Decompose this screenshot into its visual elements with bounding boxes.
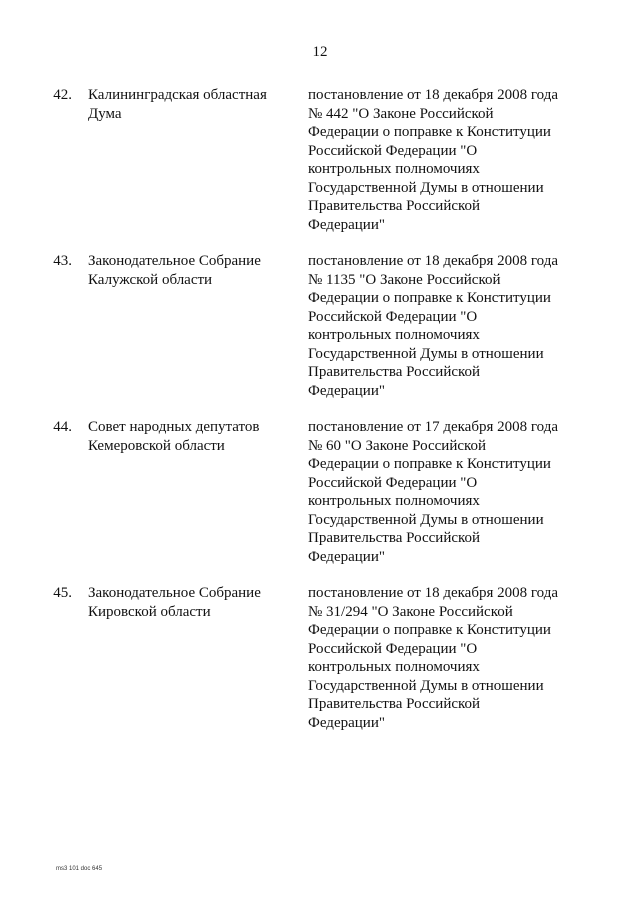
entry-number: 44. [53, 419, 72, 435]
entry-document: постановление от 18 декабря 2008 года № 1135 "О Законе Российской Федерации о поправке к Конституции Российской Федерации "О контрольных полномочиях Государственной Думы в отношении Правительства Российской Федерации" [308, 253, 559, 399]
entry-number: 42. [53, 87, 72, 103]
entry-document: постановление от 17 декабря 2008 года № 60 "О Законе Российской Федерации о поправке к Конституции Российской Федерации "О контрольных полномочиях Государственной Думы в отношении Правительства Российской Федерации" [308, 419, 559, 565]
entry-number: 45. [53, 585, 72, 601]
entry-body-name: Калининградская областная Дума [88, 87, 267, 122]
entry-number: 43. [53, 253, 72, 269]
entry-body-name: Законодательное Собрание Кировской области [88, 585, 261, 620]
entry-body-name: Законодательное Собрание Калужской области [88, 253, 261, 288]
footer-code: ms3 101 doc 645 [56, 866, 103, 872]
entry-document: постановление от 18 декабря 2008 года № 442 "О Законе Российской Федерации о поправке к Конституции Российской Федерации "О контрольных полномочиях Государственной Думы в отношении Правительства Российской Федерации" [308, 87, 559, 233]
entry-document: постановление от 18 декабря 2008 года № 31/294 "О Законе Российской Федерации о поправке к Конституции Российской Федерации "О контрольных полномочиях Государственной Думы в отношении Правительства Российской Федерации" [308, 585, 559, 731]
entry-body-name: Совет народных депутатов Кемеровской области [88, 419, 260, 454]
page-number: 12 [312, 44, 328, 60]
